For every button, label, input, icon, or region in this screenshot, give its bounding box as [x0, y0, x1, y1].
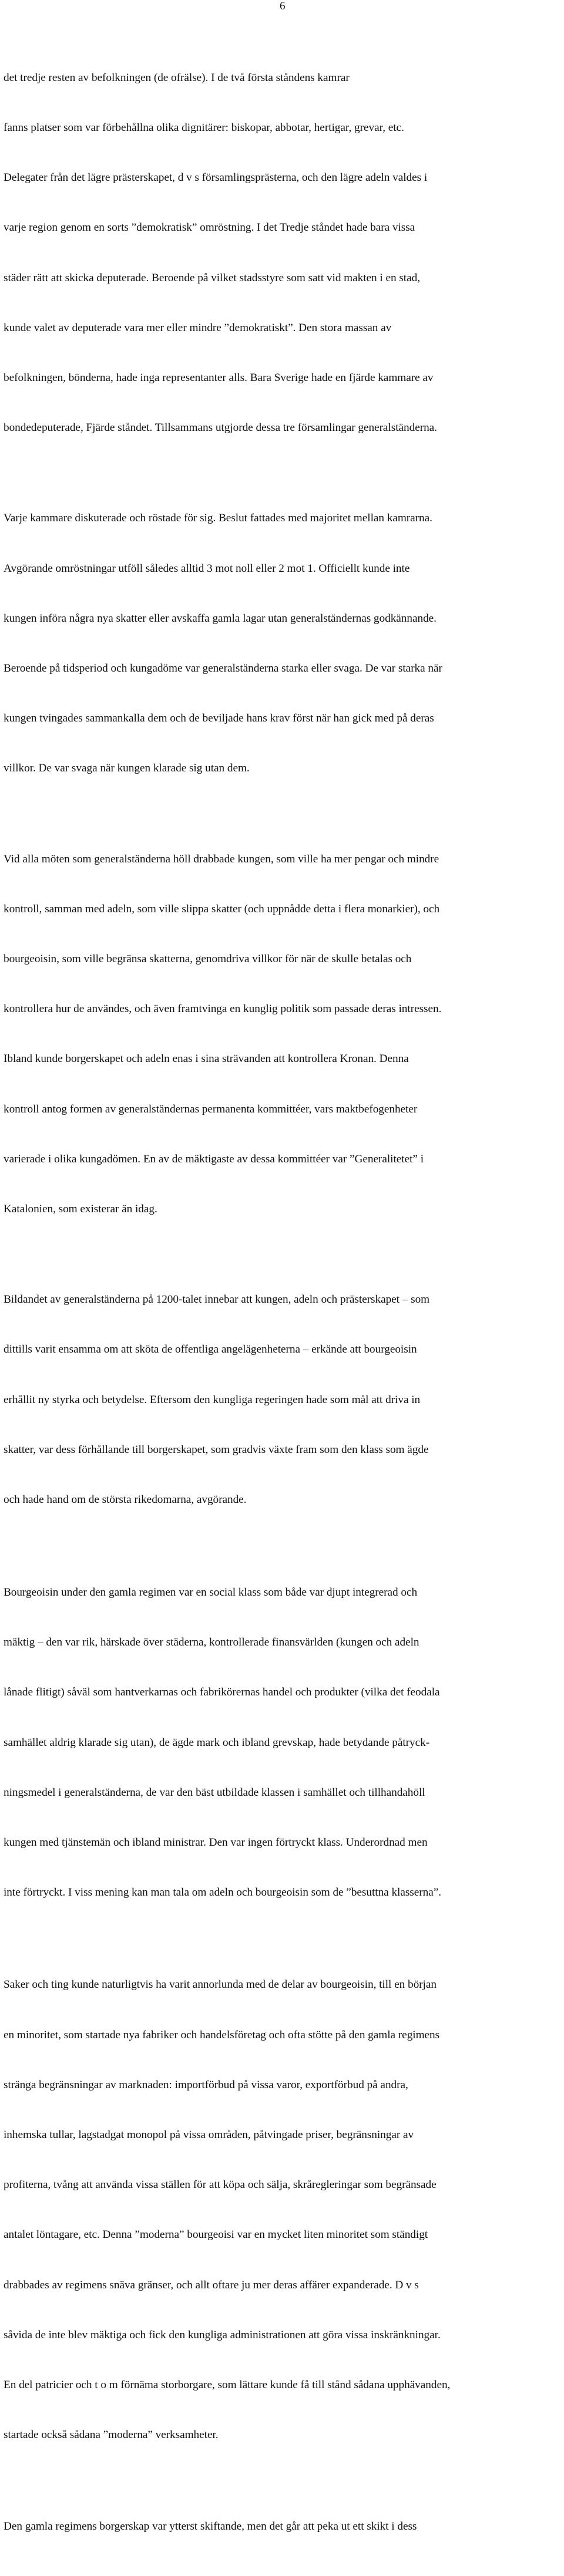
text-line: kunde valet av deputerade vara mer eller mindre ”demokratiskt”. Den stora massan av [4, 321, 392, 334]
text-line: kontroll, samman med adeln, som ville slippa skatter (och uppnådde detta i flera monarkier), och [4, 902, 440, 915]
text-line: kontroll antog formen av generalständernas permanenta kommittéer, vars maktbefogenheter [4, 1102, 418, 1115]
text-line: det tredje resten av befolkningen (de ofrälse). I de två första ståndens kamrar [4, 71, 350, 84]
text-line: Varje kammare diskuterade och röstade för sig. Beslut fattades med majoritet mellan kamrarna. [4, 512, 432, 525]
text-line: stränga begränsningar av marknaden: importförbud på vissa varor, exportförbud på andra, [4, 2078, 408, 2091]
text-line: lånade flitigt) såväl som hantverkarnas och fabrikörernas handel och produkter (vilka det feodala [4, 1686, 440, 1699]
text-line: Vid alla möten som generalständerna höll drabbade kungen, som ville ha mer pengar och mindre [4, 852, 439, 865]
paragraph [4, 36, 560, 470]
body-text [4, 36, 560, 2576]
text-line: bourgeoisin, som ville begränsa skatterna, genomdriva villkor för när de skulle betalas och [4, 952, 412, 965]
text-line: och hade hand om de största rikedomarna, avgörande. [4, 1493, 247, 1506]
text-line: befolkningen, bönderna, hade inga representanter alls. Bara Sverige hade en fjärde kammare av [4, 372, 434, 385]
text-line: kungen införa några nya skatter eller avskaffa gamla lagar utan generalständernas godkännande. [4, 612, 437, 625]
text-line: kontrollera hur de användes, och även framtvinga en kunglig politik som passade deras intressen. [4, 1003, 442, 1016]
text-line: samhället aldrig klarade sig utan), de ägde mark och ibland grevskap, hade betydande påtryck- [4, 1736, 430, 1749]
text-line: En del patricier och t o m förnäma storborgare, som lättare kunde få till stånd sådana upphävanden, [4, 2379, 451, 2392]
text-line: erhållit ny styrka och betydelse. Eftersom den kungliga regeringen hade som mål att driva in [4, 1393, 421, 1406]
text-line: skatter, var dess förhållande till borgerskapet, som gradvis växte fram som den klass som ägde [4, 1443, 429, 1456]
text-line: en minoritet, som startade nya fabriker och handelsföretag och ofta stötte på den gamla regimens [4, 2028, 440, 2041]
text-line: drabbades av regimens snäva gränser, och allt oftare ju mer deras affärer expanderade. D v s [4, 2278, 419, 2291]
text-line: Avgörande omröstningar utföll således alltid 3 mot noll eller 2 mot 1. Officiellt kunde inte [4, 562, 410, 575]
text-line: Katalonien, som existerar än idag. [4, 1203, 157, 1216]
text-line: Den gamla regimens borgerskap var ytterst skiftande, men det går att peka ut ett skikt i dess [4, 2520, 417, 2533]
text-line: kungen med tjänstemän och ibland ministrar. Den var ingen förtryckt klass. Underordnad men [4, 1836, 428, 1849]
text-line: fanns platser som var förbehållna olika dignitärer: biskopar, abbotar, hertigar, grevar, etc. [4, 122, 404, 134]
text-line: städer rätt att skicka deputerade. Beroende på vilket stadsstyre som satt vid makten i en stad, [4, 271, 420, 284]
text-line: ningsmedel i generalständerna, de var den bäst utbildade klassen i samhället och tillhandahöll [4, 1786, 425, 1799]
text-line: Delegater från det lägre prästerskapet, d v s församlingsprästerna, och den lägre adeln valdes i [4, 171, 428, 184]
text-line: inhemska tullar, lagstadgat monopol på vissa områden, påtvingade priser, begränsningar av [4, 2128, 414, 2141]
text-line: kungen tvingades sammankalla dem och de beviljade hans krav först när han gick med på deras [4, 712, 434, 725]
text-line: antalet löntagare, etc. Denna ”moderna” bourgeoisi var en mycket liten minoritet som ständigt [4, 2228, 428, 2241]
text-line: Saker och ting kunde naturligtvis ha varit annorlunda med de delar av bourgeoisin, till en början [4, 1978, 437, 1991]
paragraph [4, 818, 560, 1252]
text-line: Bourgeoisin under den gamla regimen var en social klass som både var djupt integrerad och [4, 1586, 418, 1599]
text-line: Beroende på tidsperiod och kungadöme var generalständerna starka eller svaga. De var starka när [4, 662, 442, 675]
page-number: 6 [280, 0, 286, 12]
text-line: inte förtryckt. I viss mening kan man tala om adeln och bourgeoisin som de ”besuttna klasserna”. [4, 1886, 442, 1899]
text-line: varierade i olika kungadömen. En av de mäktigaste av dessa kommittéer var ”Generalitetet” i [4, 1152, 424, 1165]
text-line: bondedeputerade, Fjärde ståndet. Tillsammans utgjorde dessa tre församlingar generalständerna. [4, 422, 437, 434]
text-line: villkor. De var svaga när kungen klarade sig utan dem. [4, 762, 250, 775]
text-line: startade också sådana ”moderna” verksamheter. [4, 2429, 219, 2442]
text-line: varje region genom en sorts ”demokratisk” omröstning. I det Tredje ståndet hade bara vissa [4, 221, 415, 234]
text-line: mäktig – den var rik, härskade över städerna, kontrollerade finansvärlden (kungen och adeln [4, 1636, 419, 1649]
text-line: Bildandet av generalständerna på 1200-talet innebar att kungen, adeln och prästerskapet – som [4, 1293, 430, 1306]
paragraph [4, 1258, 560, 1542]
paragraph [4, 477, 560, 811]
paragraph [4, 1551, 560, 1934]
text-line: profiterna, tvång att använda vissa ställen för att köpa och sälja, skråregleringar som begränsade [4, 2179, 437, 2191]
text-line: såvida de inte blev mäktiga och fick den kungliga administrationen att göra vissa inskränkningar. [4, 2328, 441, 2341]
text-line: dittills varit ensamma om att sköta de offentliga angelägenheterna – erkände att bourgeoisin [4, 1343, 417, 1356]
paragraph [4, 1944, 560, 2477]
text-line: Ibland kunde borgerskapet och adeln enas i sina strävanden att kontrollera Kronan. Denna [4, 1053, 409, 1066]
paragraph [4, 2486, 560, 2569]
